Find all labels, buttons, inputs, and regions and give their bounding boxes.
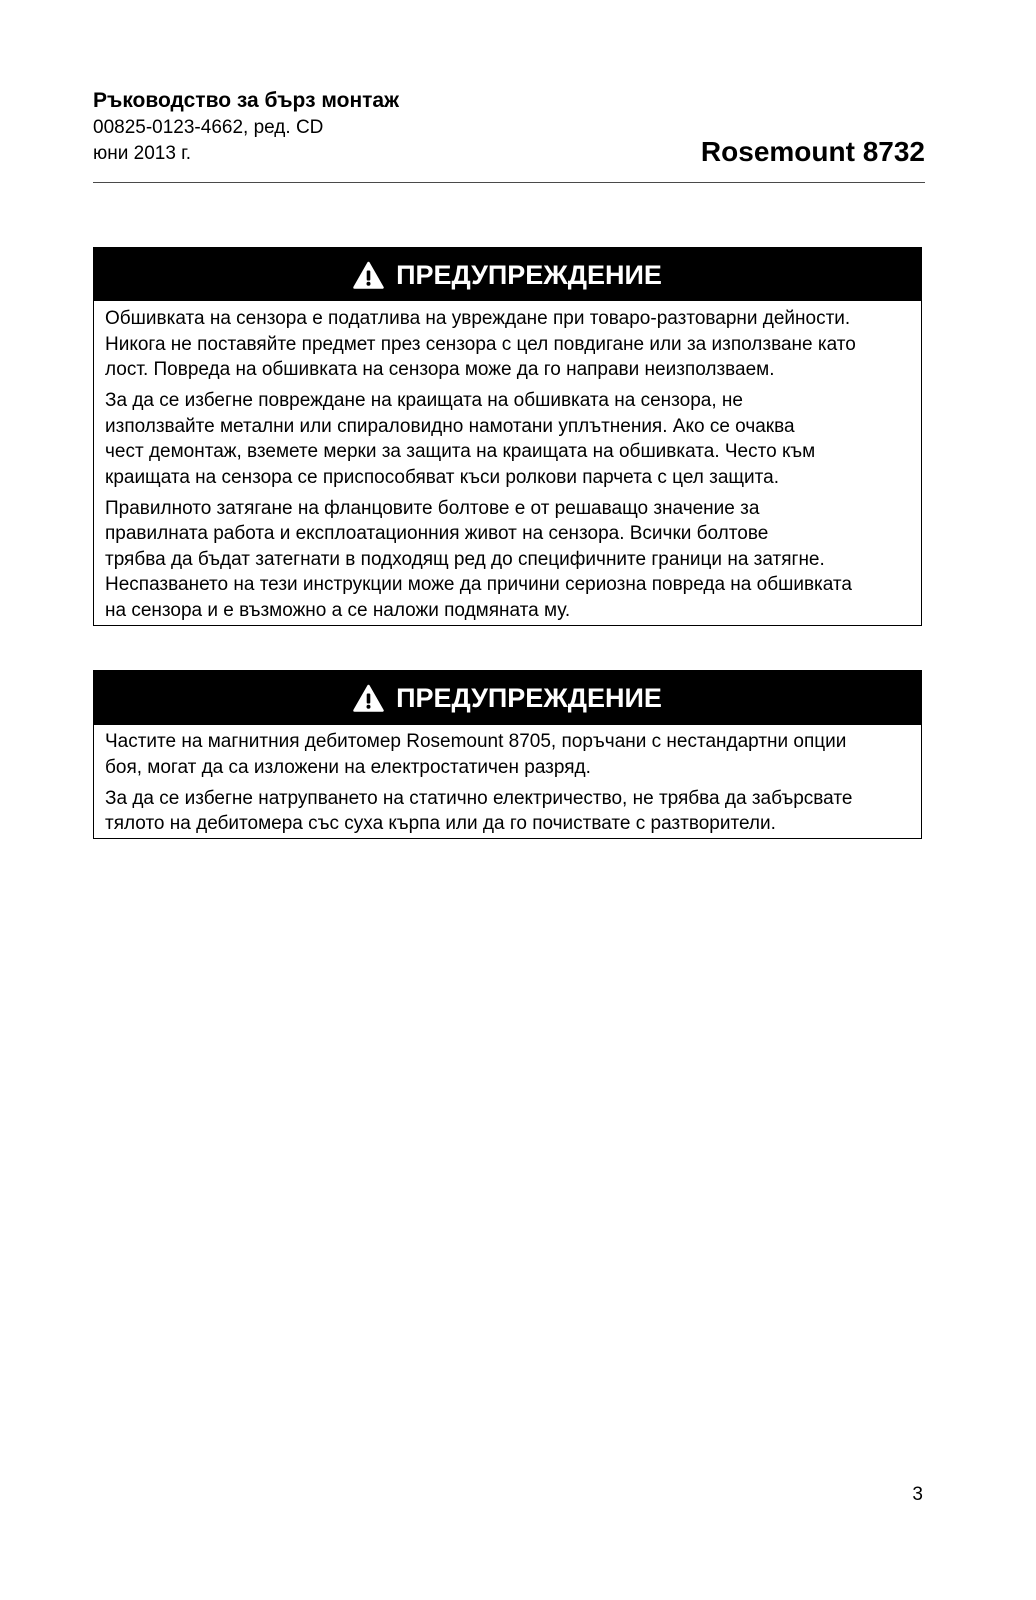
header-divider — [93, 182, 925, 183]
warning-text-line: Неспазването на тези инструкции може да причини сериозна повреда на обшивката — [105, 574, 852, 595]
warning-text-line: на сензора и е възможно а се наложи подмяната му. — [105, 599, 571, 621]
warning-text-line: правилната работа и експлоатационния живот на сензора. Всички болтове — [105, 523, 769, 544]
warning-title: ПРЕДУПРЕЖДЕНИЕ — [396, 259, 662, 290]
warning-text-line: Частите на магнитния дебитомер Rosemount 8705, поръчани с нестандартни опции — [105, 731, 847, 752]
warning-text-line: трябва да бъдат затегнати в подходящ ред до специфичните граници на затягне. — [105, 548, 825, 570]
warning-triangle-icon — [353, 261, 384, 289]
document-number: 00825-0123-4662, ред. CD — [93, 117, 324, 138]
warning-text-line: Никога не поставяйте предмет през сензора с цел повдигане или за използване като — [105, 333, 856, 355]
warning-title: ПРЕДУПРЕЖДЕНИЕ — [396, 683, 662, 713]
warning-text-line: За да се избегне повреждане на краищата на обшивката на сензора, не — [105, 390, 743, 411]
warning-banner — [94, 248, 921, 301]
warning-text-line: използвайте метални или спираловидно намотани уплътнения. Ако се очаква — [105, 415, 795, 437]
warning-text-line: тялото на дебитомера със суха кърпа или да го почиствате с разтворители. — [105, 813, 776, 834]
warning-paragraph — [105, 786, 911, 837]
warning-paragraph — [105, 388, 911, 490]
warning-text-line: Правилното затягане на фланцовите болтове е от решаващо значение за — [105, 497, 760, 519]
page-number: 3 — [912, 1484, 923, 1505]
warning-box — [93, 247, 922, 626]
warning-text-line: чест демонтаж, вземете мерки за защита на краищата на обшивката. Често към — [105, 441, 816, 462]
product-name: Rosemount 8732 — [700, 136, 925, 167]
warning-triangle-icon — [353, 684, 384, 712]
warning-paragraph — [105, 306, 911, 383]
warning-text-line: За да се избегне натрупването на статично електричество, не трябва да забърсвате — [105, 787, 853, 809]
warning-banner — [94, 671, 921, 725]
document-date: юни 2013 г. — [93, 143, 192, 164]
warning-paragraph — [105, 496, 911, 624]
warning-paragraph — [105, 729, 911, 780]
warning-body — [94, 725, 921, 838]
warning-text-line: боя, могат да са изложени на електростатичен разряд. — [105, 756, 591, 778]
warning-box — [93, 670, 922, 839]
warning-text-line: Обшивката на сензора е податлива на увреждане при товаро-разтоварни дейности. — [105, 308, 851, 329]
guide-title: Ръководство за бърз монтаж — [93, 89, 399, 112]
warning-body — [94, 301, 921, 625]
warning-text-line: краищата на сензора се приспособяват къси ролкови парчета с цел защита. — [105, 466, 780, 488]
warning-text-line: лост. Повреда на обшивката на сензора може да го направи неизползваем. — [105, 359, 775, 380]
